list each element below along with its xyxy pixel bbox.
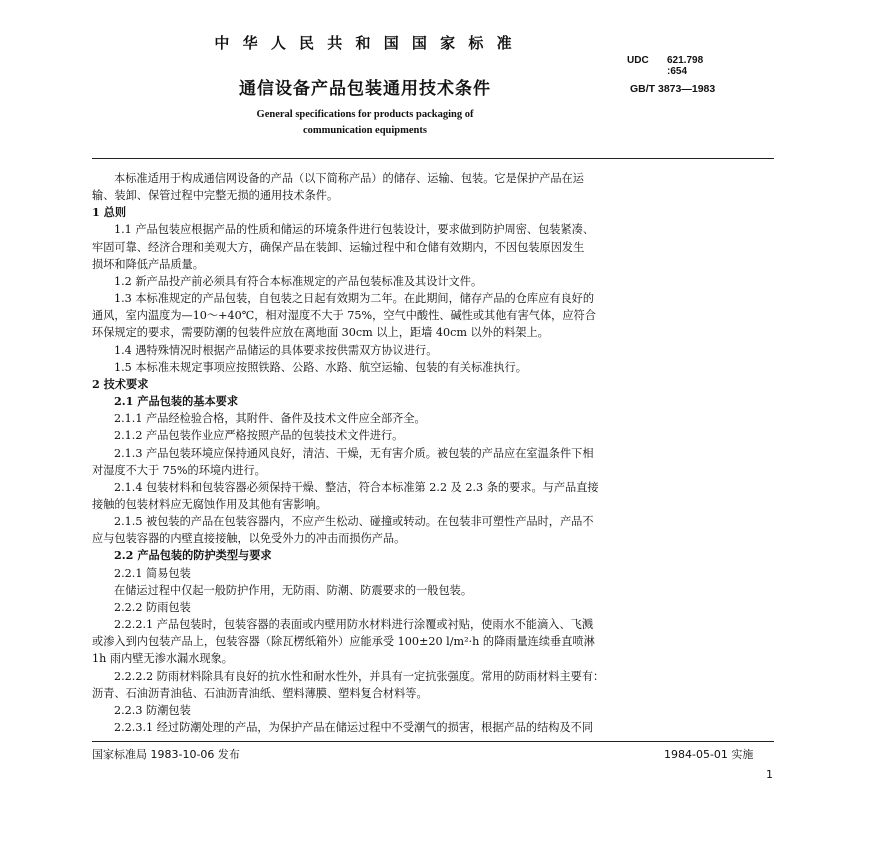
subsection-heading: 2.1 产品包装的基本要求 (114, 394, 239, 409)
body-line: 2.1.2 产品包装作业应严格按照产品的包装技术文件进行。 (114, 429, 404, 443)
page-number: 1 (766, 768, 773, 781)
document-title-cn: 通信设备产品包装通用技术条件 (239, 79, 491, 99)
header-divider (92, 158, 774, 159)
standard-org-heading: 中 华 人 民 共 和 国 国 家 标 准 (214, 34, 516, 52)
udc-label: UDC (627, 55, 649, 66)
body-line: 1.1 产品包装应根据产品的性质和储运的环境条件进行包装设计，要求做到防护周密、包装紧凑、 (114, 223, 595, 237)
document-title-en-line1: General specifications for products packaging of (256, 109, 474, 120)
body-line: 2.2.2.1 产品包装时，包装容器的表面或内壁用防水材料进行涂覆或衬贴，使雨水不能滴入、飞溅 (114, 618, 594, 632)
body-line: 输、装卸、保管过程中完整无损的通用技术条件。 (92, 189, 339, 203)
body-line: 对湿度不大于 75%的环境内进行。 (92, 463, 266, 477)
body-line: 2.2.2 防雨包装 (114, 600, 191, 614)
body-line: 1.5 本标准未规定事项应按照铁路、公路、水路、航空运输、包装的有关标准执行。 (114, 360, 527, 374)
body-line: 应与包装容器的内壁直接接触，以免受外力的冲击而损伤产品。 (92, 532, 406, 546)
udc-value-2: :654 (667, 66, 688, 77)
body-line: 1.2 新产品投产前必须具有符合本标准规定的产品包装标准及其设计文件。 (114, 274, 483, 288)
document-body (92, 170, 774, 736)
body-line: 1.3 本标准规定的产品包装，自包装之日起有效期为二年。在此期间，储存产品的仓库应有良好的 (114, 292, 595, 306)
body-line: 环保规定的要求，需要防潮的包装件应放在离地面 30cm 以上，距墙 40cm 以外的料架上。 (92, 326, 549, 340)
body-line: 1.4 遇特殊情况时根据产品储运的具体要求按供需双方协议进行。 (114, 343, 438, 357)
body-line: 或渗入到内包装产品上，包装容器（除瓦楞纸箱外）应能承受 100±20 l/m²·h 的降雨量连续垂直喷淋 (92, 635, 595, 649)
body-line: 2.1.3 产品包装环境应保持通风良好，清洁、干燥，无有害介质。被包装的产品应在室温条件下相 (114, 446, 594, 460)
footer-divider (92, 741, 774, 742)
body-line: 2.1.4 包装材料和包装容器必须保持干燥、整洁，符合本标准第 2.2 及 2.3 条的要求。与产品直接 (114, 480, 599, 494)
udc-value-1: 621.798 (667, 55, 704, 66)
body-line: 2.2.3 防潮包装 (114, 703, 191, 717)
gb-standard-code: GB/T 3873—1983 (630, 83, 716, 95)
body-line: 牢固可靠、经济合理和美观大方，确保产品在装卸、运输过程中和仓储有效期内，不因包装原因发生 (92, 240, 585, 254)
body-line: 2.2.1 简易包装 (114, 566, 191, 580)
body-line: 2.2.2.2 防雨材料除具有良好的抗水性和耐水性外，并具有一定抗张强度。常用的防雨材料主要有： (114, 669, 605, 683)
subsection-heading: 2.2 产品包装的防护类型与要求 (114, 548, 272, 563)
body-line: 2.1.5 被包装的产品在包装容器内，不应产生松动、碰撞或转动。在包装非可塑性产品时，产品不 (114, 515, 594, 529)
body-line: 2.2.3.1 经过防潮处理的产品，为保护产品在储运过程中不受潮气的损害，根据产品的结构及不同 (114, 721, 594, 734)
body-line: 本标准适用于构成通信网设备的产品（以下简称产品）的储存、运输、包装。它是保护产品在运 (114, 172, 584, 185)
body-line: 接触的包装材料应无腐蚀作用及其他有害影响。 (92, 497, 327, 511)
issue-date: 国家标准局 1983-10-06 发布 (92, 748, 240, 761)
body-line: 沥青、石油沥青油毡、石油沥青油纸、塑料薄膜、塑料复合材料等。 (92, 686, 428, 700)
body-line: 损坏和降低产品质量。 (92, 257, 204, 271)
body-line: 在储运过程中仅起一般防护作用，无防雨、防潮、防震要求的一般包装。 (114, 583, 473, 597)
section-heading: 2 技术要求 (92, 376, 149, 391)
body-line: 通风，室内温度为—10～+40℃，相对湿度不大于 75%，空气中酸性、碱性或其他有害气体，应符合 (92, 309, 596, 323)
body-line: 1h 雨内壁无渗水漏水现象。 (92, 652, 233, 666)
body-line: 2.1.1 产品经检验合格，其附件、备件及技术文件应全部齐全。 (114, 412, 426, 426)
document-title-en-line2: communication equipments (303, 125, 427, 136)
section-heading: 1 总则 (92, 205, 127, 220)
effective-date: 1984-05-01 实施 (664, 748, 754, 761)
